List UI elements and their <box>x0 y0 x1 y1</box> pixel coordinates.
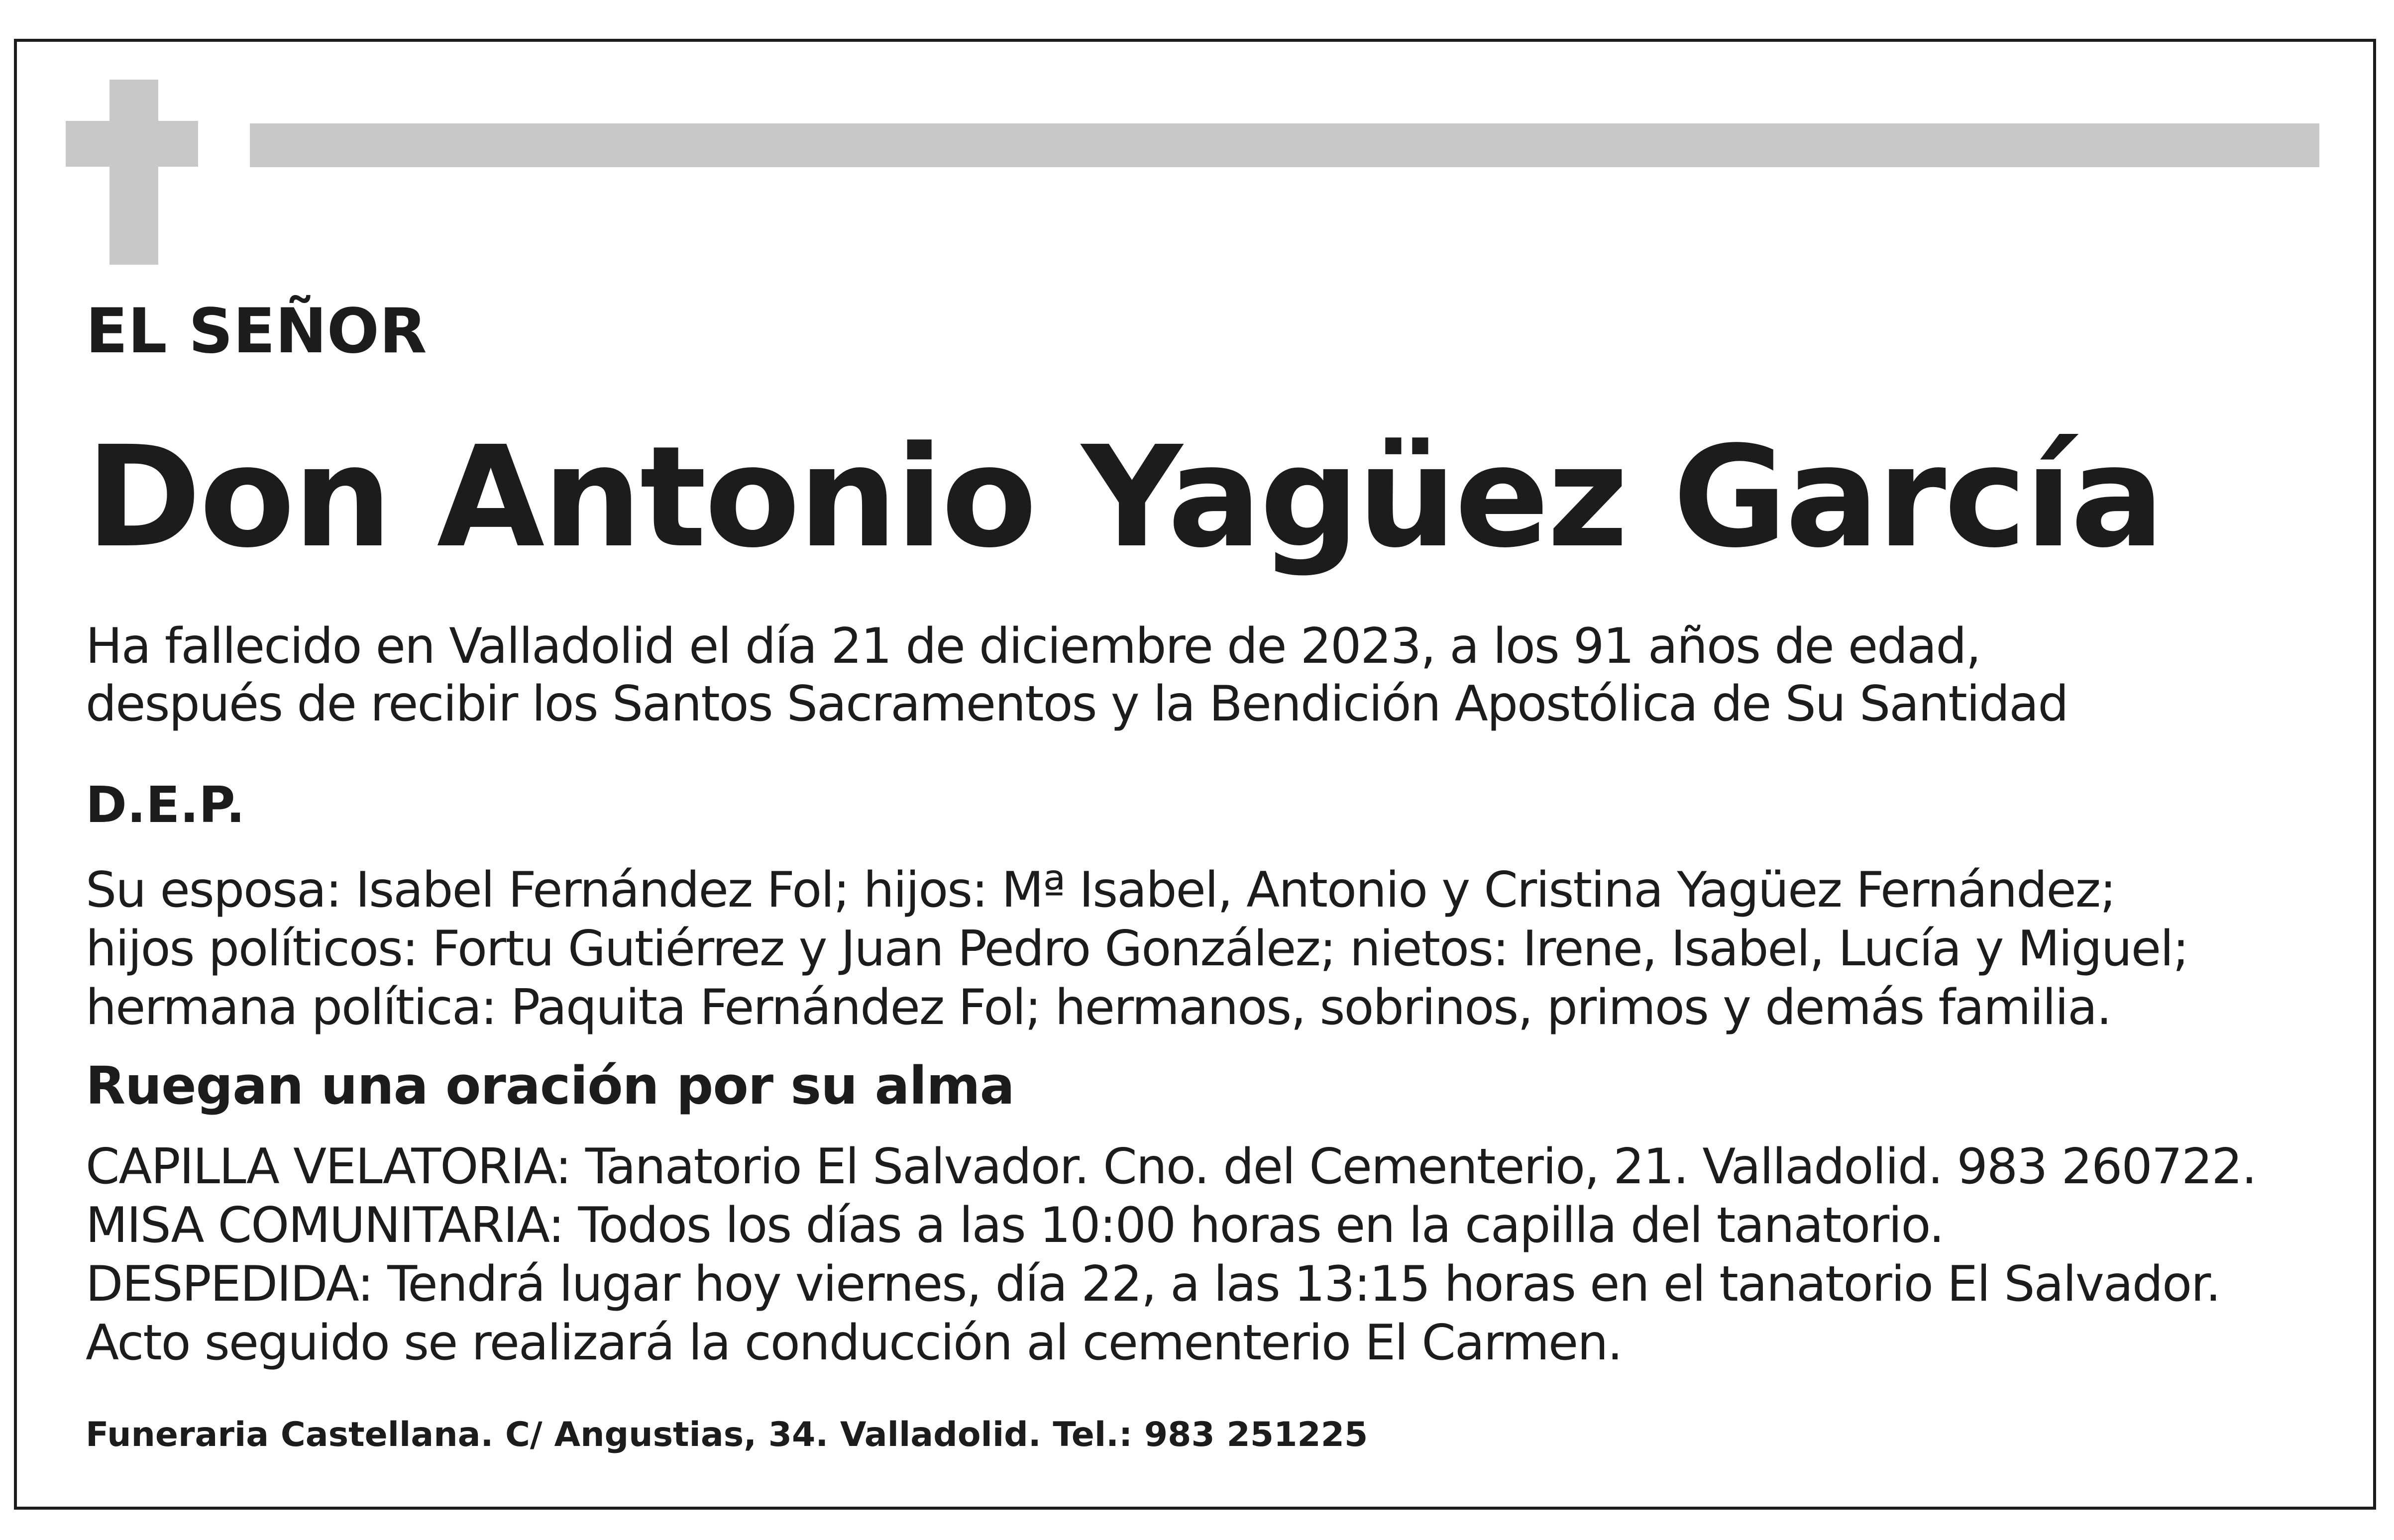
arrangement-farewell: DESPEDIDA: Tendrá lugar hoy viernes, día 22, a las 13:15 horas en el tanatorio El Salvador. <box>86 1256 2220 1313</box>
cross-horizontal-bar <box>66 121 198 167</box>
arrangement-chapel: CAPILLA VELATORIA: Tanatorio El Salvador. Cno. del Cementerio, 21. Valladolid. 983 260722. <box>86 1138 2256 1195</box>
announcement-line-2: después de recibir los Santos Sacramentos y la Bendición Apostólica de Su Santidad <box>86 676 2068 732</box>
deceased-name: Don Antonio Yagüez García <box>86 416 2163 579</box>
header-rule <box>250 123 2319 167</box>
rip-label: D.E.P. <box>86 776 245 834</box>
announcement-line-1: Ha fallecido en Valladolid el día 21 de diciembre de 2023, a los 91 años de edad, <box>86 618 1980 675</box>
family-line-2: hijos políticos: Fortu Gutiérrez y Juan Pedro González; nietos: Irene, Isabel, Lucía y Miguel; <box>86 921 2188 977</box>
family-line-1: Su esposa: Isabel Fernández Fol; hijos: Mª Isabel, Antonio y Cristina Yagüez Fernández; <box>86 862 2116 919</box>
family-line-3: hermana política: Paquita Fernández Fol; hermanos, sobrinos, primos y demás familia. <box>86 979 2111 1036</box>
funeral-home-info: Funeraria Castellana. C/ Angustias, 34. Valladolid. Tel.: 983 251225 <box>86 1415 1368 1454</box>
arrangement-mass: MISA COMUNITARIA: Todos los días a las 10:00 horas en la capilla del tanatorio. <box>86 1197 1944 1254</box>
cross-vertical-bar <box>109 80 158 265</box>
prayer-request: Ruegan una oración por su alma <box>86 1055 1014 1116</box>
salutation: EL SEÑOR <box>86 296 427 367</box>
arrangement-procession: Acto seguido se realizará la conducción al cementerio El Carmen. <box>86 1315 1622 1371</box>
